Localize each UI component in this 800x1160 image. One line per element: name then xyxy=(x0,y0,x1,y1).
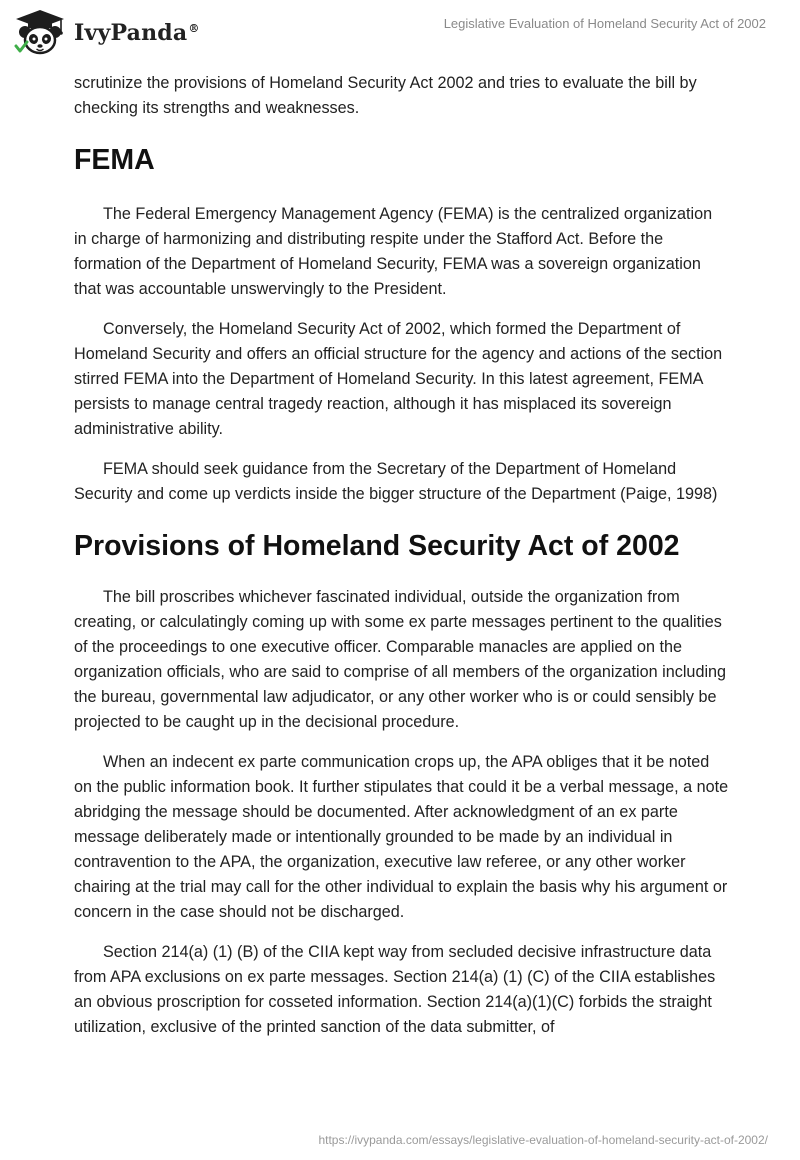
document-title: Legislative Evaluation of Homeland Security Act of 2002 xyxy=(443,16,766,31)
paragraph: When an indecent ex parte communication crops up, the APA obliges that it be noted on the public information book. It further stipulates that could it be a verbal message, a note abridging the message should be documented. After acknowledgment of an ex parte message deliberately made or intentionally grounded to be made by an individual in contravention to the APA, the organization, executive law referee, or any other worker chairing at the trial may call for the other individual to explain the basis why his argument or concern in the case should not be discharged. xyxy=(74,753,729,921)
page-header xyxy=(0,0,800,70)
essay-body xyxy=(74,71,729,1055)
registered-mark: ® xyxy=(188,21,200,35)
paragraph: The Federal Emergency Management Agency (FEMA) is the centralized organization in charge of harmonizing and distributing respite under the Stafford Act. Before the formation of the Department of Homeland Security, FEMA was a sovereign organization that was accountable unswervingly to the President. xyxy=(74,205,713,298)
paragraph: FEMA should seek guidance from the Secretary of the Department of Homeland Security and come up verdicts inside the bigger structure of the Department (Paige, 1998) xyxy=(74,460,718,503)
paragraph: Section 214(a) (1) (B) of the CIIA kept way from secluded decisive infrastructure data from APA exclusions on ex parte messages. Section 214(a) (1) (C) of the CIIA establishes an obvious proscription for cosseted information. Section 214(a)(1)(C) forbids the straight utilization, exclusive of the printed sanction of the data submitter, of xyxy=(74,943,716,1036)
paragraph: The bill proscribes whichever fascinated individual, outside the organization from creating, or calculatingly coming up with some ex parte messages pertinent to the qualities of the proceedings to one executive officer. Comparable manacles are applied on the organization officials, who are said to comprise of all members of the organization including the bureau, governmental law adjudicator, or any other worker who is or could sensibly be projected to be caught up in the decisional procedure. xyxy=(74,588,727,731)
section-heading-fema: FEMA xyxy=(74,144,155,176)
paragraph: Conversely, the Homeland Security Act of 2002, which formed the Department of Homeland Security and offers an official structure for the agency and actions of the section stirred FEMA into the Department of Homeland Security. In this latest agreement, FEMA persists to manage central tragedy reaction, although it has misplaced its sovereign administrative ability. xyxy=(74,320,723,438)
section-heading-provisions: Provisions of Homeland Security Act of 2002 xyxy=(74,530,680,562)
intro-paragraph: scrutinize the provisions of Homeland Security Act 2002 and tries to evaluate the bill by checking its strengths and weaknesses. xyxy=(74,74,697,117)
source-url-link[interactable]: https://ivypanda.com/essays/legislative-evaluation-of-homeland-security-act-of-2002/ xyxy=(318,1133,768,1147)
brand-logo[interactable] xyxy=(14,8,200,56)
panda-graduate-icon xyxy=(14,8,66,56)
brand-name: IvyPanda® xyxy=(74,20,200,46)
